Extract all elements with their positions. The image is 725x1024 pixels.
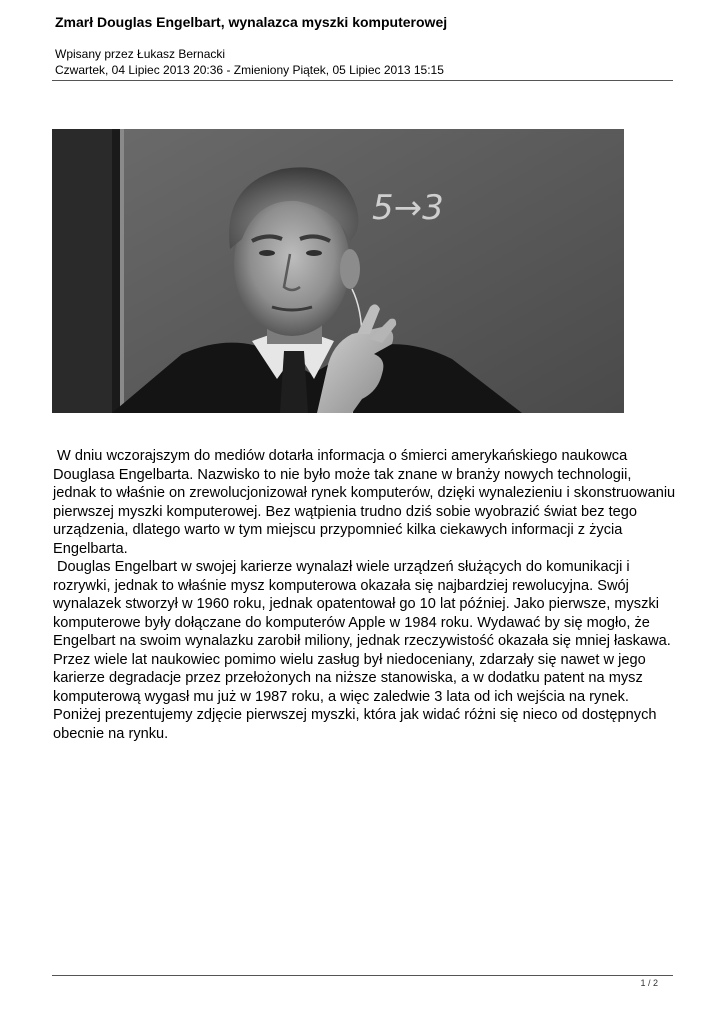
chalkboard-writing: 5→3 — [372, 188, 444, 228]
paragraph: Douglas Engelbart w swojej karierze wynalazł wiele urządzeń służących do komunikacji i rozrywki, jednak to właśnie mysz komputerowa okazała się najbardziej rewolucyjna. Swój wynalazek stworzył w 1960 roku, jednak opatentował go 10 lat później. Jako pierwsze, myszki komputerowe były dołączane do komputerów Apple w 1984 roku. Wydawać by się mogło, że Engelbart na swoim wynalazku zarobił miliony, jednak rzeczywistość okazała się mniej łaskawa. Przez wiele lat naukowiec pomimo wielu zasług był niedoceniany, zdarzały się nawet w jego karierze degradacje przez przełożonych na niższe stanowiska, a w dodatku patent na mysz komputerową wygasł mu już w 1987 roku, a więc zaledwie 3 lata od ich wejścia na rynek. Poniżej prezentujemy zdjęcie pierwszej myszki, która jak widać różni się nieco od dostępnych obecnie na rynku. — [53, 559, 671, 742]
article-body — [53, 447, 678, 743]
footer-divider — [52, 975, 673, 976]
article-title: Zmarł Douglas Engelbart, wynalazca myszki komputerowej — [55, 14, 448, 30]
date-line: Czwartek, 04 Lipiec 2013 20:36 - Zmieniony Piątek, 05 Lipiec 2013 15:15 — [55, 63, 444, 77]
article-photo — [52, 129, 624, 413]
paragraph: W dniu wczorajszym do mediów dotarła informacja o śmierci amerykańskiego naukowca Douglasa Engelbarta. Nazwisko to nie było może tak znane w branży nowych technologii, jednak to właśnie on zrewolucjonizował rynek komputerów, dzięki wynalezieniu i skonstruowaniu pierwszej myszki komputerowej. Bez wątpienia trudno dziś sobie wyobrazić świat bez tego urządzenia, dlatego warto w tym miejscu przypomnieć kilka ciekawych informacji z życia Engelbarta. — [53, 448, 676, 557]
header-divider — [52, 80, 673, 81]
author-line: Wpisany przez Łukasz Bernacki — [55, 47, 226, 61]
article-meta — [55, 46, 444, 78]
page-number: 1 / 2 — [640, 978, 658, 988]
